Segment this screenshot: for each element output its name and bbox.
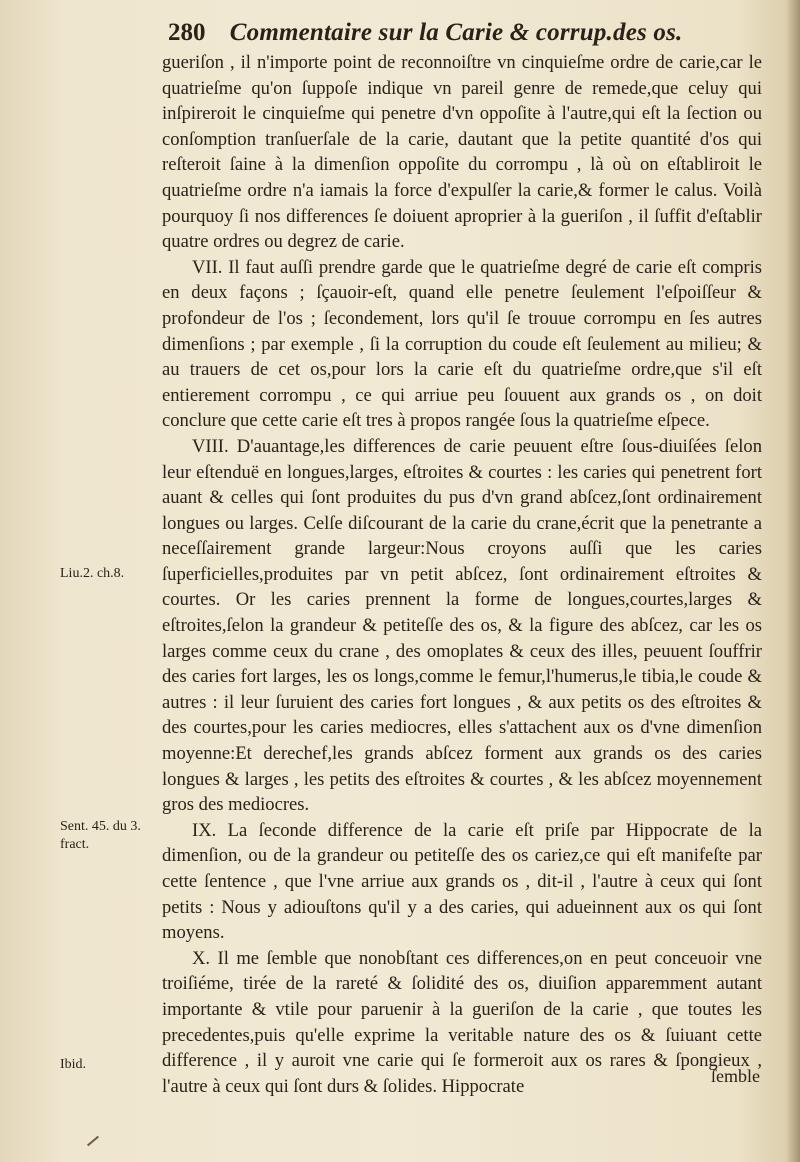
paragraph-vii: VII. Il faut auſſi prendre garde que le quatrieſme degré de carie eſt compris en deux façons ; ſçauoir-eſt, quand elle penetre ſeulement l'eſpoiſſeur & profondeur de l'os ; ſecondement, lors qu'il ſe trouue corrompu en ſes autres dimenſions ; par exemple , ſi la corruption du coude eſt ſeulement au milieu; & au trauers de cet os,pour lors la carie eſt du quatrieſme ordre,que s'il eſt entierement corrompu , ce qui arriue peu ſouuent aux grands os , on doit conclure que cette carie eſt tres à propos rangée ſous la quatrieſme eſpece. [162, 256, 762, 432]
running-title: Commentaire sur la Carie & corrup.des os. [229, 19, 683, 46]
body-text [162, 50, 762, 1099]
page-number: 280 [168, 19, 206, 46]
margin-note-ibid: Ibid. [60, 1057, 87, 1072]
margin-note-sent: Sent. 45. du 3. fract. [60, 819, 141, 852]
paragraph-viii: VIII. D'auantage,les differences de carie peuuent eſtre ſous-diuiſées ſelon leur eſtenduë en longues,larges, eſtroites & courtes : les caries qui penetrent fort auant & celles qui ſont produites du pus d'vn grand abſcez,ſont ordinairement longues ou larges. Celſe diſcourant de la carie du crane,écrit que la penetrante a neceſſairement grande largeur:Nous croyons auſſi que les caries ſuperficielles,produites par vn petit abſcez, ſont ordinairement eſtroites & courtes. Or les caries prennent la forme de longues,courtes,larges & eſtroites,ſelon la grandeur & petiteſſe des os, & la figure des abſcez, car les os larges comme ceux du crane , des omoplates & ceux des illes, peuuent ſouffrir des caries fort larges, les os longs,comme le femur,l'humerus,le tibia,le coude & autres : il leur ſuruient des caries fort longues , & aux petits os des eſtroites & des courtes,pour les caries mediocres, elles s'attachent aux os d'vne dimenſion moyenne:Et derechef,les grands abſcez forment aux grands os des caries longues & larges , les petits des eſtroites & courtes , & les abſcez moyennement gros des mediocres. [162, 435, 762, 816]
paragraph-continuation: gueriſon , il n'importe point de reconnoiſtre vn cinquieſme ordre de carie,car le quatrieſme qu'on ſuppoſe indique vn pareil genre de remede,que celuy qui inſpireroit le cinquieſme qui penetre d'vn oppoſite à l'autre,qui eſt la ſection ou conſomption tranſuerſale de la carie, dautant que la petite quantité d'os qui reſteroit ſaine à la dimenſion oppoſite du corrompu , là où on eſtabliroit le quatrieſme ordre n'a iamais la force d'expulſer la carie,& former le calus. Voilà pourquoy ſi nos differences ſe doiuent aproprier à la gueriſon , il ſuffit d'eſtablir quatre ordres ou degrez de carie. [162, 52, 762, 253]
running-head [168, 18, 768, 48]
margin-note-liu: Liu.2. ch.8. [60, 566, 125, 581]
paragraph-x: X. Il me ſemble que nonobſtant ces differences,on en peut conceuoir vne troiſiéme, tirée de la rareté & ſolidité des os, diuiſion apparemment autant importante & vtile pour paruenir à la gueriſon de la carie , que toutes les precedentes,puis qu'elle exprime la veritable nature des os & ſuiuant cette difference , il y auroit vne carie qui ſe formeroit aux os rares & ſpongieux , l'autre à ceux qui ſont durs & ſolides. Hippocrate [162, 947, 762, 1097]
catchword: ſemble [711, 1066, 760, 1086]
paragraph-ix: IX. La ſeconde difference de la carie eſt priſe par Hippocrate de la dimenſion, ou de la grandeur ou petiteſſe des os cariez,ce qui eſt manifeſte par cette ſentence , que l'vne arriue aux grands os , dit-il , l'autre à ceux qui ſont petits : Nous y adiouſtons qu'il y a des caries, qui adueinnent aux os qui ſont moyens. [162, 819, 762, 944]
page-edge-shadow [786, 0, 800, 1162]
ink-mark [87, 1136, 99, 1147]
